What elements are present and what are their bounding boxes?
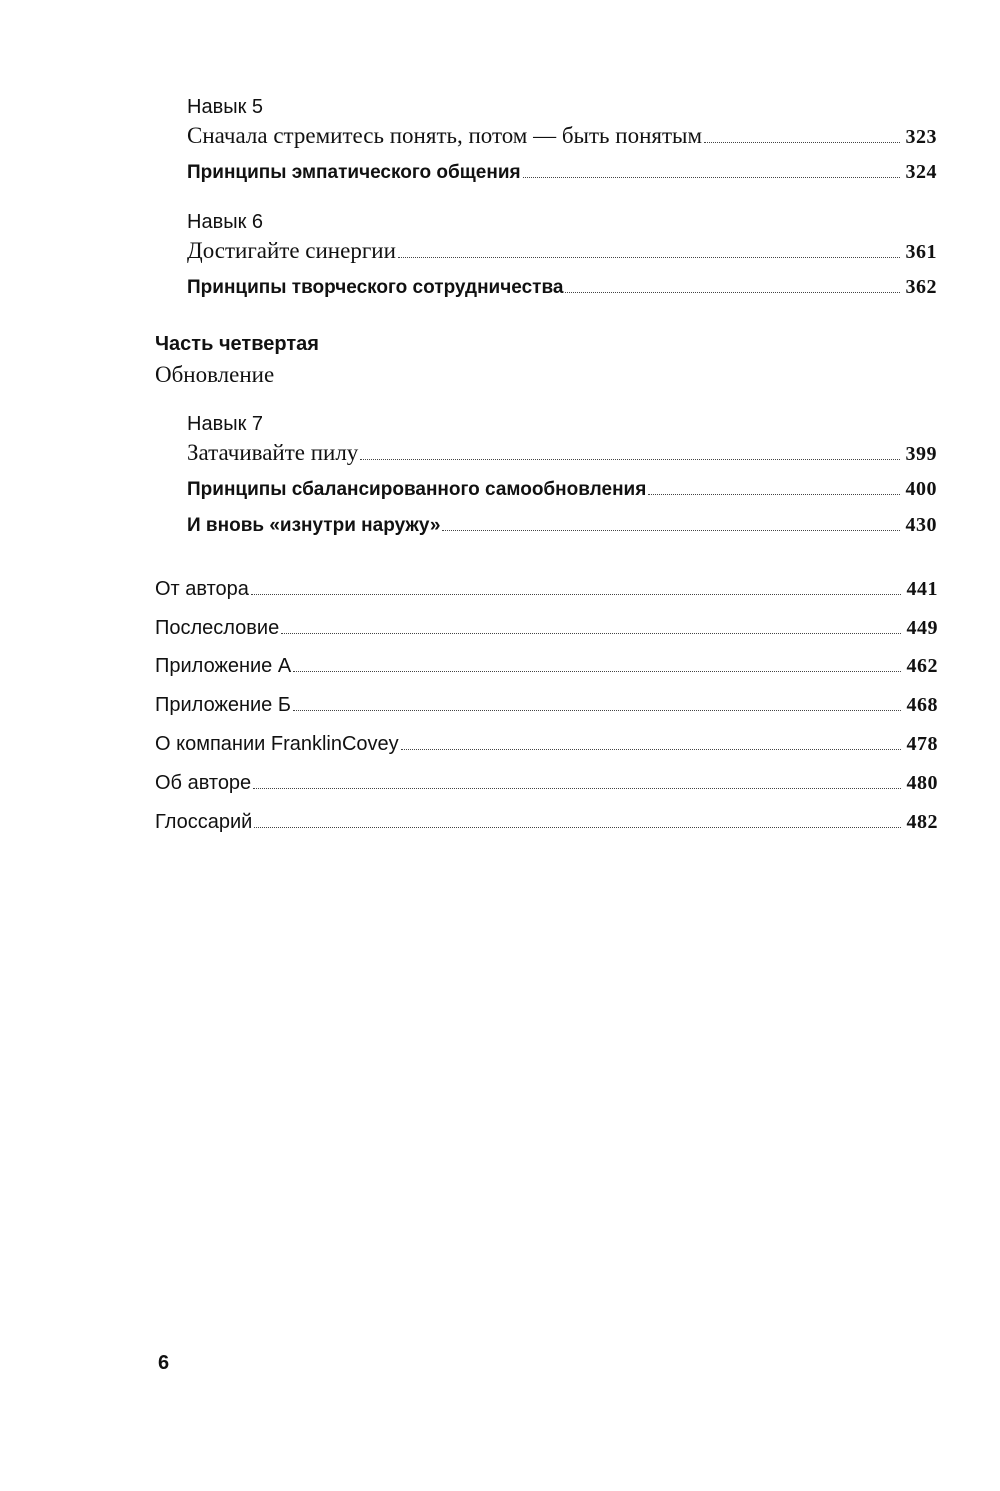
toc-entry-page: 430 <box>905 514 937 536</box>
toc-entry-page: 399 <box>905 443 937 465</box>
toc-entry-title: Принципы сбалансированного самообновления <box>187 479 647 500</box>
leader-dots <box>293 670 900 672</box>
toc-entry-back[interactable] <box>155 811 938 834</box>
toc-entry-title: От автора <box>155 578 249 600</box>
toc-entry-page: 324 <box>905 161 937 183</box>
toc-entry-page: 468 <box>906 694 938 716</box>
toc-entry-title: Принципы эмпатического общения <box>187 162 521 183</box>
toc-entry-title: И вновь «изнутри наружу» <box>187 515 441 536</box>
toc-entry-back[interactable] <box>155 617 938 640</box>
toc-entry-page: 462 <box>906 655 938 677</box>
toc-entry[interactable] <box>187 123 937 149</box>
toc-entry-page: 449 <box>906 617 938 639</box>
leader-dots <box>565 291 899 293</box>
leader-dots <box>360 458 899 460</box>
leader-dots <box>293 709 901 711</box>
toc-entry-page: 361 <box>905 241 937 263</box>
toc-entry-page: 480 <box>906 772 938 794</box>
leader-dots <box>442 529 899 531</box>
toc-entry[interactable] <box>187 478 937 501</box>
leader-dots <box>648 493 899 495</box>
skill-7-label: Навык 7 <box>187 413 263 435</box>
toc-entry-title: О компании FranklinCovey <box>155 733 399 755</box>
toc-entry-title: Сначала стремитесь понять, потом — быть понятым <box>187 123 703 148</box>
toc-entry-title: Принципы творческого сотрудничества <box>187 277 564 298</box>
toc-entry-title: Приложение Б <box>155 694 291 716</box>
part-subtitle: Обновление <box>155 362 275 387</box>
toc-entry-title: Приложение А <box>155 655 292 677</box>
toc-entry-back[interactable] <box>155 772 938 795</box>
toc-entry-title: Об авторе <box>155 772 252 794</box>
toc-entry[interactable] <box>187 161 937 184</box>
toc-entry-back[interactable] <box>155 733 938 756</box>
toc-entry-back[interactable] <box>155 578 938 601</box>
leader-dots <box>281 632 900 634</box>
leader-dots <box>704 141 899 143</box>
leader-dots <box>254 826 900 828</box>
toc-entry-back[interactable] <box>155 655 938 678</box>
toc-entry-page: 400 <box>905 478 937 500</box>
toc-entry-back[interactable] <box>155 694 938 717</box>
leader-dots <box>251 593 901 595</box>
skill-6-label: Навык 6 <box>187 211 263 233</box>
toc-entry-title: Достигайте синергии <box>187 238 396 263</box>
toc-entry-title: Послесловие <box>155 617 280 639</box>
toc-entry-title: Глоссарий <box>155 811 253 833</box>
toc-entry-page: 362 <box>905 276 937 298</box>
toc-entry[interactable] <box>187 238 937 264</box>
page-number: 6 <box>158 1352 170 1374</box>
leader-dots <box>253 787 900 789</box>
toc-entry[interactable] <box>187 440 937 466</box>
skill-5-label: Навык 5 <box>187 96 263 118</box>
toc-entry-page: 478 <box>906 733 938 755</box>
toc-entry-page: 482 <box>906 811 938 833</box>
toc-entry[interactable] <box>187 276 937 299</box>
toc-entry-page: 323 <box>905 126 937 148</box>
leader-dots <box>398 256 900 258</box>
toc-entry-page: 441 <box>906 578 938 600</box>
part-title: Часть четвертая <box>155 333 319 355</box>
toc-entry-title: Затачивайте пилу <box>187 440 359 465</box>
leader-dots <box>523 176 900 178</box>
leader-dots <box>401 748 901 750</box>
toc-entry[interactable] <box>187 514 937 537</box>
